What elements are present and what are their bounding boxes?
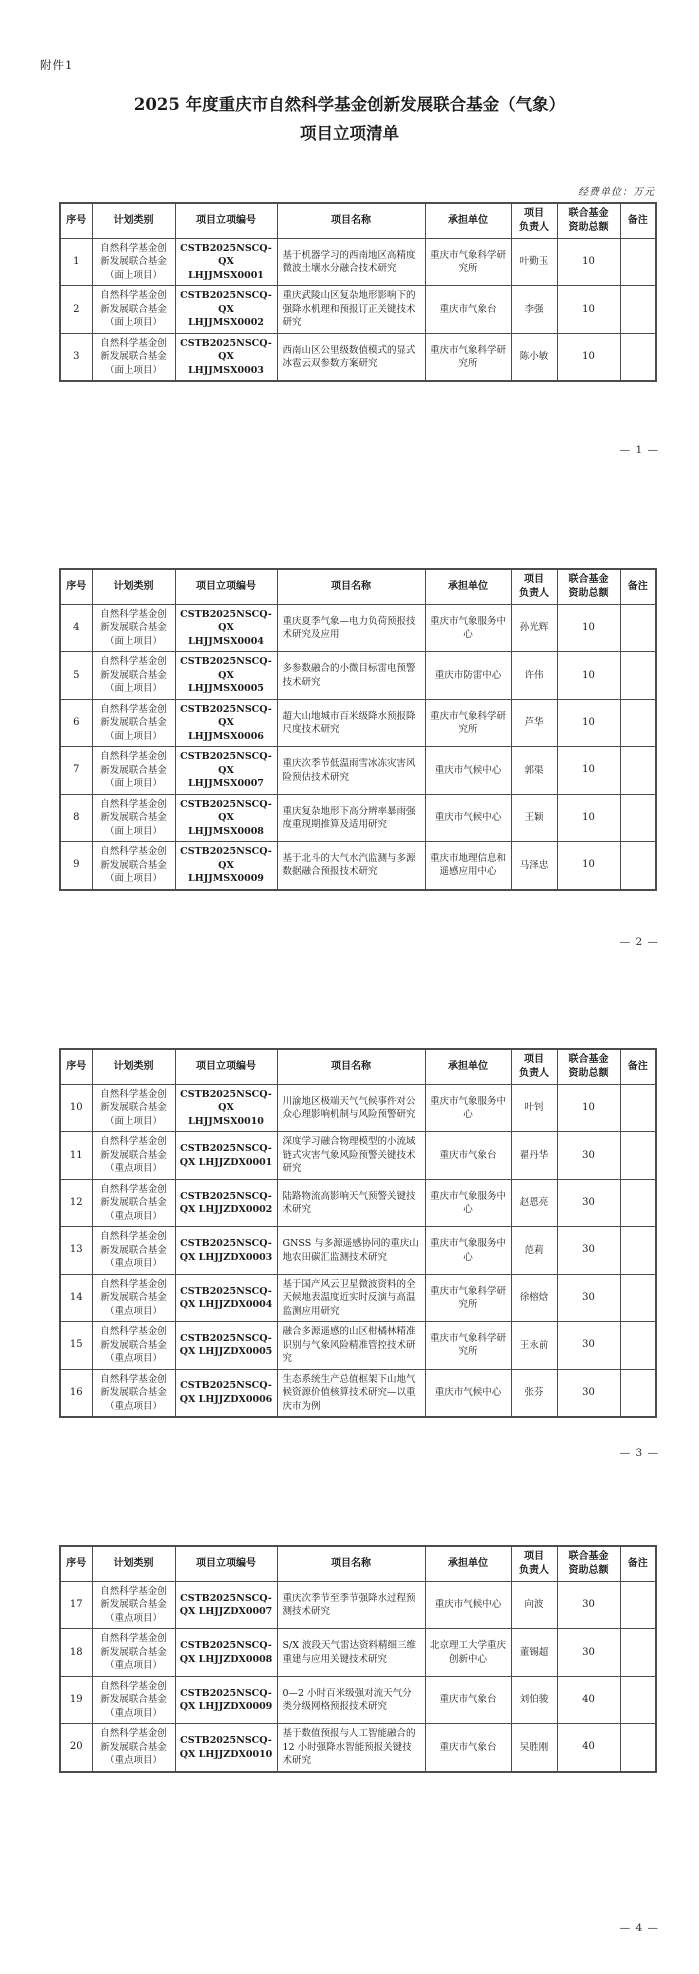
col-header-amount xyxy=(557,203,620,239)
unit-cell: 重庆市气候中心 xyxy=(425,747,511,794)
seq-cell: 15 xyxy=(60,1322,92,1369)
unit-cell: 重庆市气象台 xyxy=(425,286,511,333)
col-header-line1: 联合基金 xyxy=(568,207,609,219)
table-row xyxy=(60,1132,656,1179)
name-cell: 0—2 小时百米级强对流天气分类分级网格预报技术研究 xyxy=(277,1676,425,1723)
col-header-unit: 承担单位 xyxy=(425,1546,511,1582)
col-header-leader xyxy=(511,1546,557,1582)
table-row xyxy=(60,699,656,746)
col-header-leader xyxy=(511,569,557,605)
project-table-page-3 xyxy=(59,1048,657,1418)
amount-cell: 30 xyxy=(557,1629,620,1676)
code-cell: CSTB2025NSCQ-QX LHJJMSX0002 xyxy=(175,286,277,333)
note-cell xyxy=(620,747,656,794)
note-cell xyxy=(620,333,656,381)
seq-cell: 7 xyxy=(60,747,92,794)
col-header-line1: 项目 xyxy=(524,573,544,585)
table-row xyxy=(60,1369,656,1417)
col-header-code: 项目立项编号 xyxy=(175,1546,277,1582)
table-row xyxy=(60,286,656,333)
leader-cell: 许伟 xyxy=(511,652,557,699)
seq-cell: 10 xyxy=(60,1085,92,1132)
name-cell: 基于机器学习的西南地区高精度微波土壤水分融合技术研究 xyxy=(277,239,425,286)
col-header-line2: 负责人 xyxy=(519,588,549,599)
category-cell: 自然科学基金创新发展联合基金（重点项目） xyxy=(92,1179,175,1226)
leader-cell: 徐榕焓 xyxy=(511,1274,557,1321)
table-row xyxy=(60,842,656,890)
col-header-seq: 序号 xyxy=(60,569,92,605)
code-cell: CSTB2025NSCQ-QX LHJJMSX0010 xyxy=(175,1085,277,1132)
seq-cell: 2 xyxy=(60,286,92,333)
seq-cell: 5 xyxy=(60,652,92,699)
table-header-row xyxy=(60,1049,656,1085)
amount-cell: 10 xyxy=(557,605,620,652)
amount-cell: 10 xyxy=(557,842,620,890)
note-cell xyxy=(620,1179,656,1226)
amount-cell: 10 xyxy=(557,286,620,333)
table-row xyxy=(60,1179,656,1226)
category-cell: 自然科学基金创新发展联合基金（面上项目） xyxy=(92,842,175,890)
col-header-line1: 项目 xyxy=(524,1550,544,1562)
col-header-unit: 承担单位 xyxy=(425,203,511,239)
project-table-page-1 xyxy=(59,202,657,382)
leader-cell: 刘伯骏 xyxy=(511,1676,557,1723)
name-cell: 重庆武陵山区复杂地形影响下的强降水机理和预报订正关键技术研究 xyxy=(277,286,425,333)
col-header-note: 备注 xyxy=(620,1546,656,1582)
table-row xyxy=(60,747,656,794)
seq-cell: 16 xyxy=(60,1369,92,1417)
col-header-category: 计划类别 xyxy=(92,1049,175,1085)
leader-cell: 范莉 xyxy=(511,1227,557,1274)
category-cell: 自然科学基金创新发展联合基金（面上项目） xyxy=(92,794,175,841)
table-row xyxy=(60,1629,656,1676)
table-row xyxy=(60,333,656,381)
note-cell xyxy=(620,1369,656,1417)
code-cell: CSTB2025NSCQ-QX LHJJMSX0007 xyxy=(175,747,277,794)
code-cell: CSTB2025NSCQ-QX LHJJZDX0001 xyxy=(175,1132,277,1179)
seq-cell: 3 xyxy=(60,333,92,381)
category-cell: 自然科学基金创新发展联合基金（重点项目） xyxy=(92,1227,175,1274)
name-cell: GNSS 与多源遥感协同的重庆山地农田碳汇监测技术研究 xyxy=(277,1227,425,1274)
leader-cell: 马泽忠 xyxy=(511,842,557,890)
category-cell: 自然科学基金创新发展联合基金（重点项目） xyxy=(92,1582,175,1629)
table-row xyxy=(60,239,656,286)
table-row xyxy=(60,605,656,652)
note-cell xyxy=(620,1676,656,1723)
page-4 xyxy=(59,1545,655,1773)
category-cell: 自然科学基金创新发展联合基金（重点项目） xyxy=(92,1322,175,1369)
table-row xyxy=(60,1676,656,1723)
seq-cell: 12 xyxy=(60,1179,92,1226)
leader-cell: 叶勤玉 xyxy=(511,239,557,286)
category-cell: 自然科学基金创新发展联合基金（面上项目） xyxy=(92,286,175,333)
category-cell: 自然科学基金创新发展联合基金（重点项目） xyxy=(92,1274,175,1321)
amount-cell: 30 xyxy=(557,1369,620,1417)
col-header-amount xyxy=(557,569,620,605)
name-cell: 重庆次季节至季节强降水过程预测技术研究 xyxy=(277,1582,425,1629)
col-header-line1: 联合基金 xyxy=(568,1053,609,1065)
unit-cell: 重庆市地理信息和遥感应用中心 xyxy=(425,842,511,890)
col-header-seq: 序号 xyxy=(60,203,92,239)
amount-cell: 40 xyxy=(557,1676,620,1723)
col-header-note: 备注 xyxy=(620,569,656,605)
project-table-page-2 xyxy=(59,568,657,891)
code-cell: CSTB2025NSCQ-QX LHJJZDX0009 xyxy=(175,1676,277,1723)
unit-cell: 重庆市气象台 xyxy=(425,1132,511,1179)
unit-cell: 重庆市气象台 xyxy=(425,1724,511,1772)
col-header-unit: 承担单位 xyxy=(425,569,511,605)
unit-cell: 重庆市气候中心 xyxy=(425,1369,511,1417)
name-cell: 陆路物流高影响天气预警关键技术研究 xyxy=(277,1179,425,1226)
table-header-row xyxy=(60,1546,656,1582)
code-cell: CSTB2025NSCQ-QX LHJJMSX0005 xyxy=(175,652,277,699)
category-cell: 自然科学基金创新发展联合基金（重点项目） xyxy=(92,1369,175,1417)
name-cell: 生态系统生产总值框架下山地气候资源价值核算技术研究—以重庆市为例 xyxy=(277,1369,425,1417)
name-cell: 西南山区公里级数值模式的显式冰雹云双参数方案研究 xyxy=(277,333,425,381)
seq-cell: 1 xyxy=(60,239,92,286)
code-cell: CSTB2025NSCQ-QX LHJJZDX0003 xyxy=(175,1227,277,1274)
category-cell: 自然科学基金创新发展联合基金（重点项目） xyxy=(92,1629,175,1676)
title-line-2: 项目立项清单 xyxy=(300,124,399,144)
table-row xyxy=(60,1322,656,1369)
seq-cell: 20 xyxy=(60,1724,92,1772)
col-header-note: 备注 xyxy=(620,1049,656,1085)
col-header-leader xyxy=(511,203,557,239)
name-cell: 基于国产风云卫星微波资料的全天候地表温度近实时反演与高温监测应用研究 xyxy=(277,1274,425,1321)
category-cell: 自然科学基金创新发展联合基金（面上项目） xyxy=(92,747,175,794)
code-cell: CSTB2025NSCQ-QX LHJJZDX0007 xyxy=(175,1582,277,1629)
unit-cell: 重庆市气象科学研究所 xyxy=(425,1322,511,1369)
page-title xyxy=(0,90,699,149)
leader-cell: 王永前 xyxy=(511,1322,557,1369)
seq-cell: 4 xyxy=(60,605,92,652)
category-cell: 自然科学基金创新发展联合基金（重点项目） xyxy=(92,1676,175,1723)
col-header-line2: 资助总额 xyxy=(568,222,609,233)
unit-note: 经费单位：万元 xyxy=(578,187,655,198)
table-row xyxy=(60,1085,656,1132)
col-header-line2: 资助总额 xyxy=(568,588,609,599)
col-header-name: 项目名称 xyxy=(277,203,425,239)
unit-cell: 重庆市气象服务中心 xyxy=(425,605,511,652)
note-cell xyxy=(620,1132,656,1179)
leader-cell: 翟丹华 xyxy=(511,1132,557,1179)
name-cell: 重庆夏季气象—电力负荷预报技术研究及应用 xyxy=(277,605,425,652)
note-cell xyxy=(620,1227,656,1274)
name-cell: 重庆次季节低温雨雪冰冻灾害风险预估技术研究 xyxy=(277,747,425,794)
col-header-line1: 项目 xyxy=(524,1053,544,1065)
amount-cell: 10 xyxy=(557,747,620,794)
unit-cell: 重庆市气象台 xyxy=(425,1676,511,1723)
amount-cell: 10 xyxy=(557,1085,620,1132)
code-cell: CSTB2025NSCQ-QX LHJJZDX0008 xyxy=(175,1629,277,1676)
name-cell: 基于数值预报与人工智能融合的 12 小时强降水智能预报关键技术研究 xyxy=(277,1724,425,1772)
amount-cell: 30 xyxy=(557,1322,620,1369)
unit-cell: 重庆市气象服务中心 xyxy=(425,1227,511,1274)
code-cell: CSTB2025NSCQ-QX LHJJMSX0008 xyxy=(175,794,277,841)
seq-cell: 19 xyxy=(60,1676,92,1723)
leader-cell: 王颖 xyxy=(511,794,557,841)
table-header-row xyxy=(60,569,656,605)
seq-cell: 8 xyxy=(60,794,92,841)
amount-cell: 30 xyxy=(557,1227,620,1274)
code-cell: CSTB2025NSCQ-QX LHJJMSX0004 xyxy=(175,605,277,652)
code-cell: CSTB2025NSCQ-QX LHJJZDX0010 xyxy=(175,1724,277,1772)
page-number: — 4 — xyxy=(619,1922,659,1934)
table-row xyxy=(60,1274,656,1321)
col-header-seq: 序号 xyxy=(60,1546,92,1582)
table-row xyxy=(60,1724,656,1772)
leader-cell: 孙光辉 xyxy=(511,605,557,652)
note-cell xyxy=(620,605,656,652)
code-cell: CSTB2025NSCQ-QX LHJJZDX0005 xyxy=(175,1322,277,1369)
col-header-category: 计划类别 xyxy=(92,1546,175,1582)
unit-cell: 重庆市气象服务中心 xyxy=(425,1085,511,1132)
col-header-code: 项目立项编号 xyxy=(175,203,277,239)
code-cell: CSTB2025NSCQ-QX LHJJMSX0001 xyxy=(175,239,277,286)
unit-cell: 重庆市防雷中心 xyxy=(425,652,511,699)
title-line-1: 2025 年度重庆市自然科学基金创新发展联合基金（气象） xyxy=(133,95,566,114)
code-cell: CSTB2025NSCQ-QX LHJJZDX0004 xyxy=(175,1274,277,1321)
seq-cell: 9 xyxy=(60,842,92,890)
code-cell: CSTB2025NSCQ-QX LHJJZDX0006 xyxy=(175,1369,277,1417)
table-row xyxy=(60,652,656,699)
seq-cell: 17 xyxy=(60,1582,92,1629)
table-row xyxy=(60,1227,656,1274)
col-header-line2: 负责人 xyxy=(519,1068,549,1079)
note-cell xyxy=(620,699,656,746)
category-cell: 自然科学基金创新发展联合基金（重点项目） xyxy=(92,1724,175,1772)
category-cell: 自然科学基金创新发展联合基金（面上项目） xyxy=(92,333,175,381)
amount-cell: 30 xyxy=(557,1179,620,1226)
note-cell xyxy=(620,794,656,841)
note-cell xyxy=(620,239,656,286)
amount-cell: 30 xyxy=(557,1132,620,1179)
table-header-row xyxy=(60,203,656,239)
unit-cell: 北京理工大学重庆创新中心 xyxy=(425,1629,511,1676)
category-cell: 自然科学基金创新发展联合基金（重点项目） xyxy=(92,1132,175,1179)
seq-cell: 11 xyxy=(60,1132,92,1179)
col-header-line2: 负责人 xyxy=(519,1565,549,1576)
amount-cell: 10 xyxy=(557,794,620,841)
unit-cell: 重庆市气象科学研究所 xyxy=(425,1274,511,1321)
name-cell: 重庆复杂地形下高分辨率暴雨强度重现期推算及适用研究 xyxy=(277,794,425,841)
code-cell: CSTB2025NSCQ-QX LHJJMSX0009 xyxy=(175,842,277,890)
leader-cell: 赵恩亮 xyxy=(511,1179,557,1226)
note-cell xyxy=(620,1322,656,1369)
amount-cell: 40 xyxy=(557,1724,620,1772)
category-cell: 自然科学基金创新发展联合基金（面上项目） xyxy=(92,239,175,286)
unit-cell: 重庆市气象科学研究所 xyxy=(425,239,511,286)
note-cell xyxy=(620,1629,656,1676)
leader-cell: 董锡超 xyxy=(511,1629,557,1676)
seq-cell: 13 xyxy=(60,1227,92,1274)
col-header-category: 计划类别 xyxy=(92,203,175,239)
col-header-seq: 序号 xyxy=(60,1049,92,1085)
amount-cell: 10 xyxy=(557,333,620,381)
leader-cell: 张芬 xyxy=(511,1369,557,1417)
note-cell xyxy=(620,286,656,333)
note-cell xyxy=(620,1274,656,1321)
note-cell xyxy=(620,1085,656,1132)
code-cell: CSTB2025NSCQ-QX LHJJMSX0003 xyxy=(175,333,277,381)
category-cell: 自然科学基金创新发展联合基金（面上项目） xyxy=(92,1085,175,1132)
col-header-unit: 承担单位 xyxy=(425,1049,511,1085)
col-header-line1: 联合基金 xyxy=(568,1550,609,1562)
leader-cell: 郭渠 xyxy=(511,747,557,794)
seq-cell: 6 xyxy=(60,699,92,746)
unit-cell: 重庆市气象科学研究所 xyxy=(425,333,511,381)
col-header-category: 计划类别 xyxy=(92,569,175,605)
name-cell: 深度学习融合物理模型的小流域链式灾害气象风险预警关键技术研究 xyxy=(277,1132,425,1179)
col-header-leader xyxy=(511,1049,557,1085)
seq-cell: 18 xyxy=(60,1629,92,1676)
code-cell: CSTB2025NSCQ-QX LHJJZDX0002 xyxy=(175,1179,277,1226)
attachment-label: 附件1 xyxy=(40,58,74,72)
unit-cell: 重庆市气候中心 xyxy=(425,1582,511,1629)
page-1 xyxy=(59,202,655,382)
col-header-line1: 联合基金 xyxy=(568,573,609,585)
table-row xyxy=(60,794,656,841)
name-cell: 多参数融合的小微目标雷电预警技术研究 xyxy=(277,652,425,699)
name-cell: 超大山地城市百米级降水预报降尺度技术研究 xyxy=(277,699,425,746)
note-cell xyxy=(620,842,656,890)
leader-cell: 芦华 xyxy=(511,699,557,746)
col-header-line1: 项目 xyxy=(524,207,544,219)
unit-cell: 重庆市气候中心 xyxy=(425,794,511,841)
col-header-code: 项目立项编号 xyxy=(175,569,277,605)
page-number: — 3 — xyxy=(619,1447,659,1459)
col-header-line2: 资助总额 xyxy=(568,1565,609,1576)
unit-cell: 重庆市气象科学研究所 xyxy=(425,699,511,746)
code-cell: CSTB2025NSCQ-QX LHJJMSX0006 xyxy=(175,699,277,746)
category-cell: 自然科学基金创新发展联合基金（面上项目） xyxy=(92,652,175,699)
col-header-name: 项目名称 xyxy=(277,1049,425,1085)
category-cell: 自然科学基金创新发展联合基金（面上项目） xyxy=(92,605,175,652)
leader-cell: 向波 xyxy=(511,1582,557,1629)
page-number: — 2 — xyxy=(619,936,659,948)
page-3 xyxy=(59,1048,655,1418)
seq-cell: 14 xyxy=(60,1274,92,1321)
col-header-note: 备注 xyxy=(620,203,656,239)
name-cell: 基于北斗的大气水汽监测与多源数据融合预报技术研究 xyxy=(277,842,425,890)
name-cell: 川渝地区极端天气气候事件对公众心理影响机制与风险预警研究 xyxy=(277,1085,425,1132)
leader-cell: 吴胜刚 xyxy=(511,1724,557,1772)
unit-cell: 重庆市气象服务中心 xyxy=(425,1179,511,1226)
amount-cell: 30 xyxy=(557,1274,620,1321)
note-cell xyxy=(620,1582,656,1629)
col-header-line2: 资助总额 xyxy=(568,1068,609,1079)
name-cell: 融合多源遥感的山区柑橘林精准识别与气象风险精准管控技术研究 xyxy=(277,1322,425,1369)
col-header-amount xyxy=(557,1049,620,1085)
leader-cell: 李强 xyxy=(511,286,557,333)
amount-cell: 10 xyxy=(557,699,620,746)
col-header-name: 项目名称 xyxy=(277,1546,425,1582)
page-2 xyxy=(59,568,655,891)
col-header-code: 项目立项编号 xyxy=(175,1049,277,1085)
category-cell: 自然科学基金创新发展联合基金（面上项目） xyxy=(92,699,175,746)
note-cell xyxy=(620,652,656,699)
amount-cell: 30 xyxy=(557,1582,620,1629)
note-cell xyxy=(620,1724,656,1772)
table-row xyxy=(60,1582,656,1629)
project-table-page-4 xyxy=(59,1545,657,1773)
col-header-amount xyxy=(557,1546,620,1582)
amount-cell: 10 xyxy=(557,239,620,286)
name-cell: S/X 波段天气雷达资料精细三维重建与应用关键技术研究 xyxy=(277,1629,425,1676)
leader-cell: 叶钊 xyxy=(511,1085,557,1132)
leader-cell: 陈小敏 xyxy=(511,333,557,381)
col-header-name: 项目名称 xyxy=(277,569,425,605)
col-header-line2: 负责人 xyxy=(519,222,549,233)
amount-cell: 10 xyxy=(557,652,620,699)
page-number: — 1 — xyxy=(619,444,659,456)
